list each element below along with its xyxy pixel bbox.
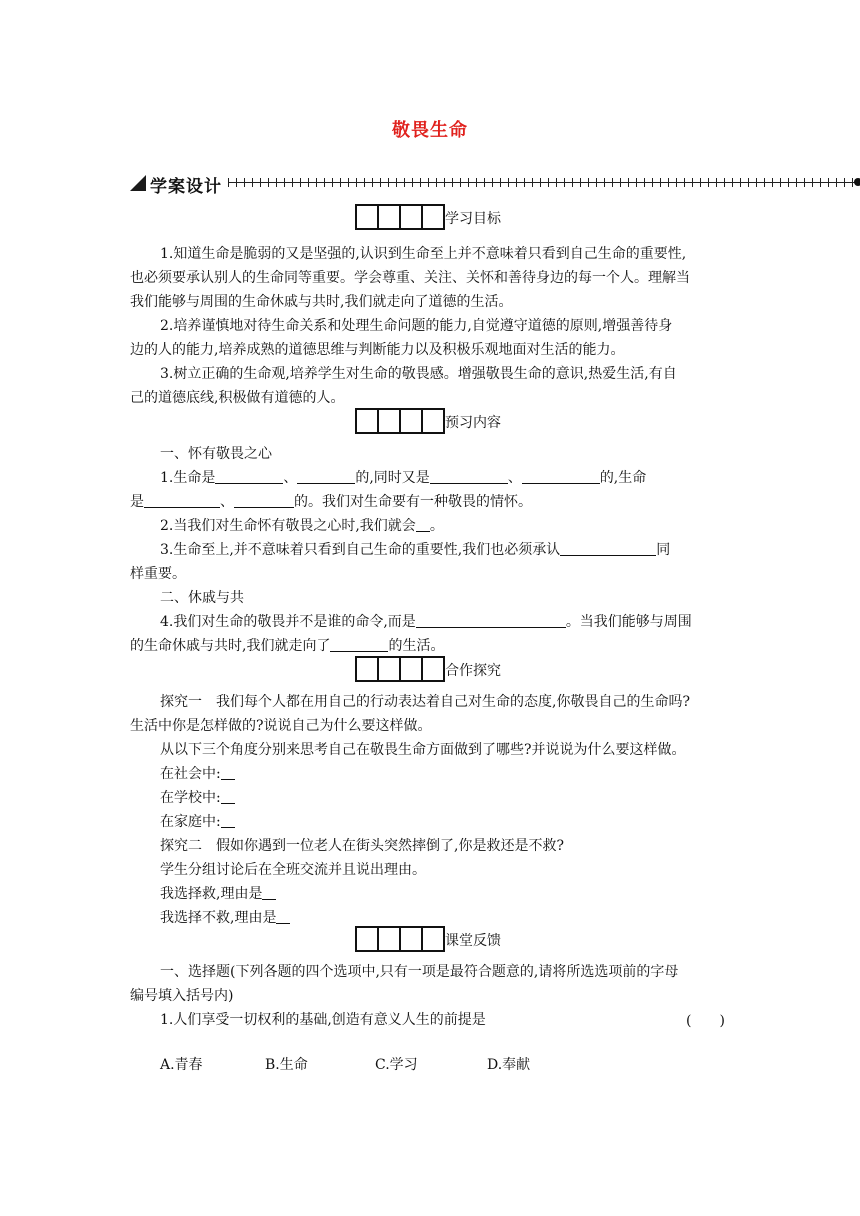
explore-1-line-2: 生活中你是怎样做的?说说自己为什么要这样做。: [130, 718, 432, 734]
answer-blank[interactable]: [416, 515, 430, 532]
explore-2-line-1: 探究二 假如你遇到一位老人在街头突然摔倒了,你是救还是不救?: [160, 838, 564, 854]
answer-paren[interactable]: ( ): [686, 1013, 725, 1029]
answer-blank[interactable]: [221, 787, 235, 804]
answer-blank[interactable]: [297, 467, 355, 484]
section-label: 合作探究: [445, 663, 501, 679]
preview-question-2: 2.当我们对生命怀有敬畏之心时,我们就会 。: [130, 514, 780, 538]
feedback-intro-line-1: 一、选择题(下列各题的四个选项中,只有一项是最符合题意的,请将所选选项前的字母: [160, 964, 679, 980]
answer-blank[interactable]: [560, 539, 656, 556]
objective-1-line-3: 我们能够与周围的生命休戚与共时,我们就走向了道德的生活。: [130, 294, 513, 310]
section-label: 预习内容: [445, 415, 501, 431]
section-banner: [130, 172, 860, 197]
preview-heading-2: 二、休戚与共: [160, 590, 244, 606]
explore-1-line-1: 探究一 我们每个人都在用自己的行动表达着自己对生命的态度,你敬畏自己的生命吗?: [160, 694, 690, 710]
box-row-icon: [355, 656, 443, 682]
objective-3-line-1: 3.树立正确的生命观,培养学生对生命的敬畏感。增强敬畏生命的意识,热爱生活,有自: [160, 366, 677, 382]
answer-blank[interactable]: [276, 907, 290, 924]
banner-label: 学案设计: [150, 177, 222, 197]
box-row-icon: [355, 204, 443, 230]
answer-blank[interactable]: [430, 467, 508, 484]
answer-blank[interactable]: [416, 611, 566, 628]
answer-blank[interactable]: [262, 883, 276, 900]
objective-1-line-2: 也必须要承认别人的生命同等重要。学会尊重、关注、关怀和善待身边的每一个人。理解当: [130, 270, 690, 286]
explore-school: 在学校中:: [130, 786, 780, 810]
box-row-icon: [355, 408, 443, 434]
explore-family: 在家庭中:: [130, 810, 780, 834]
preview-question-3-cont: 样重要。: [130, 566, 186, 582]
preview-question-4: 4.我们对生命的敬畏并不是谁的命令,而是 。当我们能够与周围: [130, 610, 780, 634]
answer-blank[interactable]: [144, 491, 220, 508]
explore-2-line-2: 学生分组讨论后在全班交流并且说出理由。: [160, 862, 426, 878]
answer-blank[interactable]: [522, 467, 600, 484]
preview-question-1-cont: 是 、 的。我们对生命要有一种敬畏的情怀。: [130, 490, 750, 514]
answer-blank[interactable]: [221, 811, 235, 828]
answer-blank[interactable]: [330, 635, 388, 652]
objective-1-line-1: 1.知道生命是脆弱的又是坚强的,认识到生命至上并不意味着只看到自己生命的重要性,: [160, 246, 687, 262]
explore-save: 我选择救,理由是: [130, 882, 780, 906]
objective-3-line-2: 己的道德底线,积极做有道德的人。: [130, 390, 345, 406]
preview-question-3: 3.生命至上,并不意味着只看到自己生命的重要性,我们也必须承认 同: [130, 538, 780, 562]
objective-2-line-2: 边的人的能力,培养成熟的道德思维与判断能力以及积极乐观地面对生活的能力。: [130, 342, 625, 358]
option-d[interactable]: D.奉献: [487, 1057, 531, 1073]
explore-nosave: 我选择不救,理由是: [130, 906, 780, 930]
page-title: 敬畏生命: [392, 120, 468, 141]
option-a[interactable]: A.青春: [160, 1057, 203, 1073]
option-c[interactable]: C.学习: [375, 1057, 418, 1073]
preview-question-4-cont: 的生命休戚与共时,我们就走向了 的生活。: [130, 634, 750, 658]
triangle-icon: [130, 175, 146, 191]
banner-divider: [228, 182, 856, 183]
option-b[interactable]: B.生命: [265, 1057, 308, 1073]
preview-heading-1: 一、怀有敬畏之心: [160, 446, 272, 462]
preview-question-1: 1.生命是 、 的,同时又是 、 的,生命: [130, 466, 780, 490]
box-row-icon: [355, 926, 443, 952]
answer-blank[interactable]: [221, 763, 235, 780]
section-label: 学习目标: [445, 211, 501, 227]
section-label: 课堂反馈: [445, 933, 501, 949]
feedback-intro-line-2: 编号填入括号内): [130, 988, 234, 1004]
feedback-question-1: 1.人们享受一切权利的基础,创造有意义人生的前提是: [160, 1012, 486, 1028]
objective-2-line-1: 2.培养谨慎地对待生命关系和处理生命问题的能力,自觉遵守道德的原则,增强善待身: [160, 318, 673, 334]
dot-icon: [854, 178, 860, 186]
explore-1-line-3: 从以下三个角度分别来思考自己在敬畏生命方面做到了哪些?并说说为什么要这样做。: [160, 742, 686, 758]
answer-blank[interactable]: [215, 467, 283, 484]
answer-blank[interactable]: [234, 491, 294, 508]
explore-society: 在社会中:: [130, 762, 780, 786]
